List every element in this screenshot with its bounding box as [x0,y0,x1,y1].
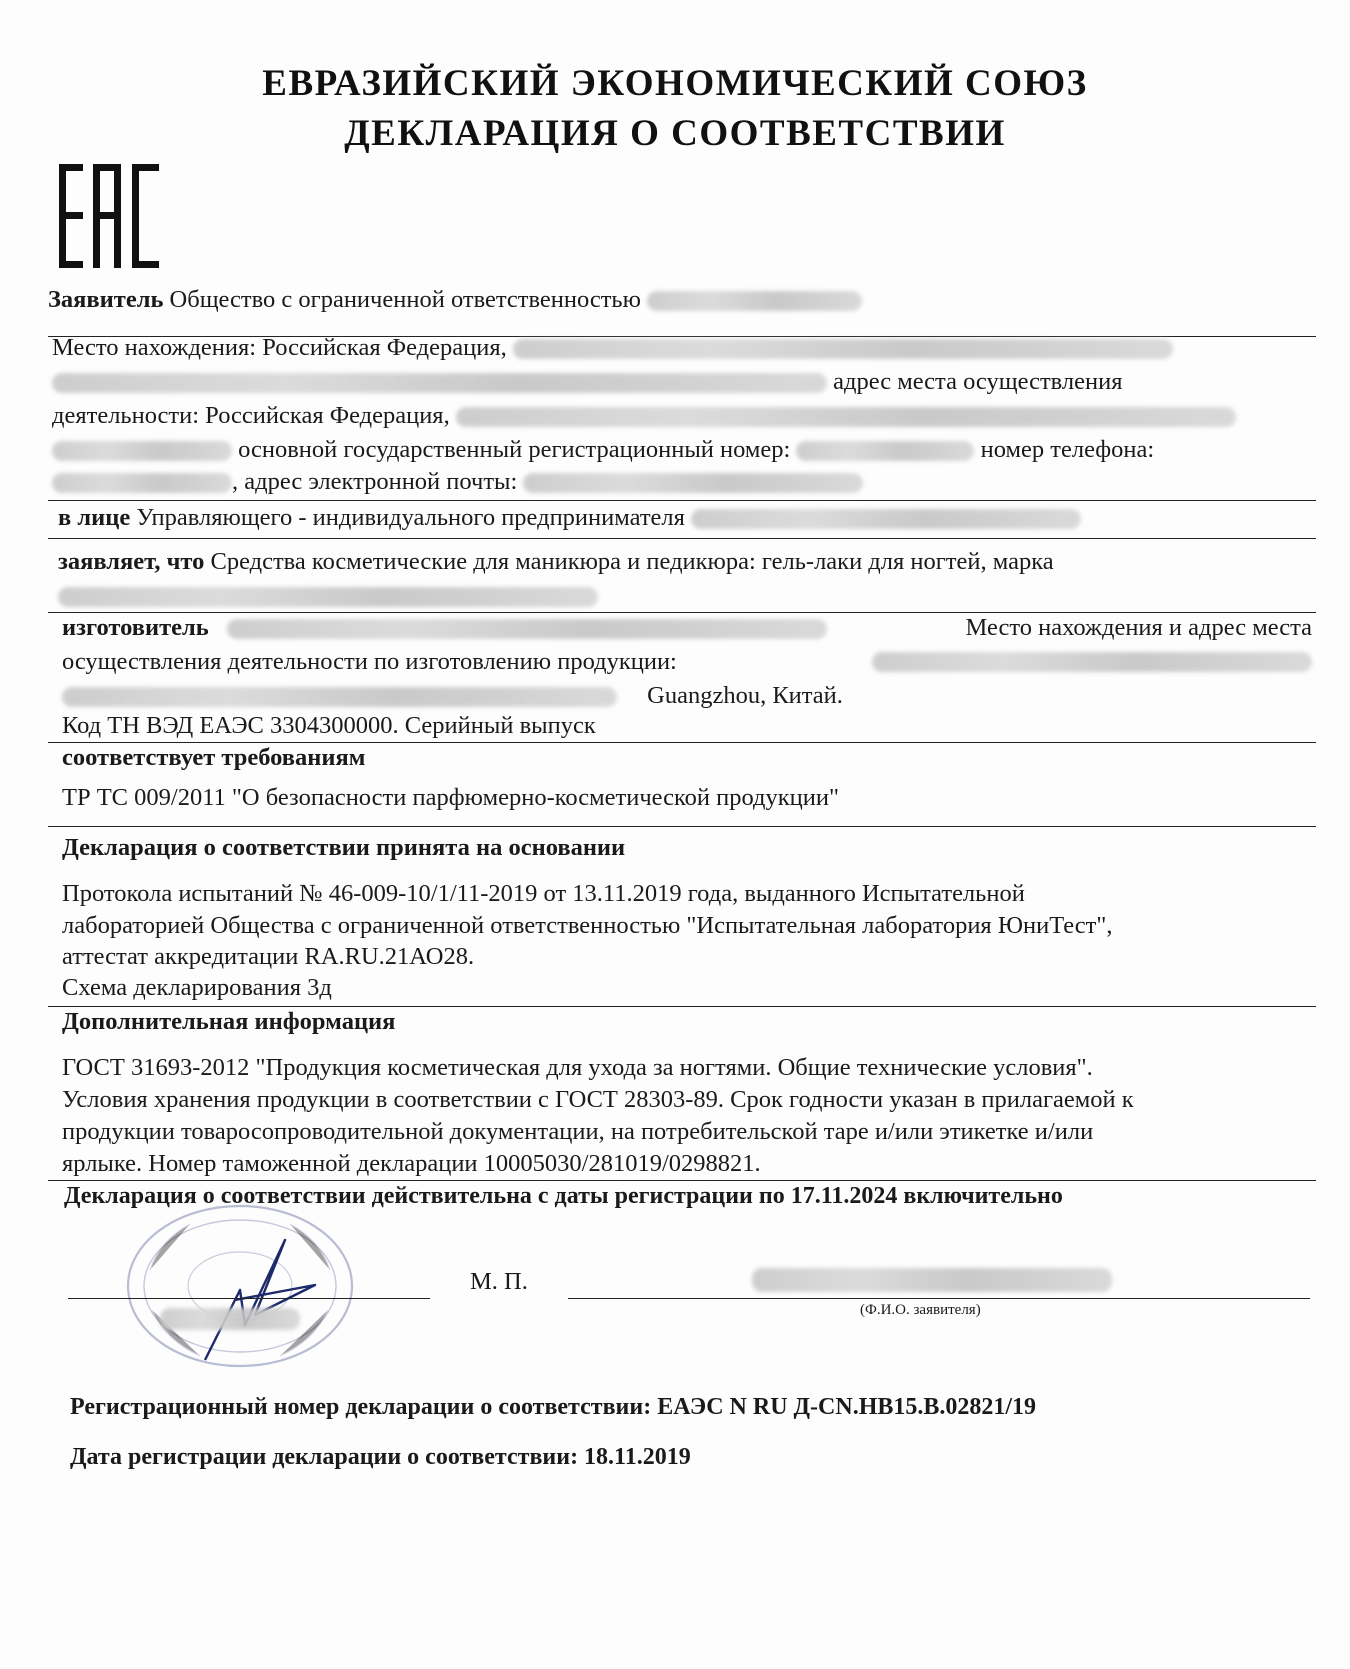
signature [195,1230,335,1370]
location-line-4 [52,434,1154,466]
compliance-text: ТР ТС 009/2011 "О безопасности парфюмерно-косметической продукции" [62,784,840,811]
signature-line [68,1298,430,1299]
registration-date: Дата регистрации декларации о соответствии: 18.11.2019 [70,1444,691,1470]
additional-line-4: ярлыке. Номер таможенной декларации 10005030/281019/0298821. [62,1150,761,1177]
redacted-ogrn [796,441,974,461]
additional-label: Дополнительная информация [62,1008,396,1035]
additional-line-1: ГОСТ 31693-2012 "Продукция косметическая для ухода за ногтями. Общие технические условия". [62,1054,1093,1081]
manufacturer-line-3 [62,680,843,712]
manufacturer-city: Guangzhou, Китай. [647,682,843,709]
name-line [568,1298,1310,1299]
ogrn-label: основной государственный регистрационный номер: [238,436,791,463]
divider [48,826,1316,827]
redacted-email [523,473,863,493]
mp-label: М. П. [470,1268,528,1295]
email-label: , адрес электронной почты: [232,468,518,495]
activity-location-text: деятельности: Российская Федерация, [52,402,450,429]
divider [48,500,1316,501]
applicant-label: Заявитель [48,286,164,313]
represented-label: в лице [58,504,131,531]
represented-text: Управляющего - индивидуального предпринимателя [136,504,685,531]
declares-line [58,546,1054,578]
represented-line [58,502,1081,534]
manufacturer-activity-text: осуществления деятельности по изготовлению продукции: [62,648,677,675]
hs-code-line: Код ТН ВЭД ЕАЭС 3304300000. Серийный выпуск [62,712,596,739]
divider [48,538,1316,539]
basis-label: Декларация о соответствии принята на основании [62,834,626,861]
redacted-brand [58,587,598,607]
validity-line: Декларация о соответствии действительна с даты регистрации по 17.11.2024 включительно [64,1183,1063,1209]
brand-line [58,580,598,612]
redacted-company-name [647,291,862,311]
redacted-address [52,373,827,393]
additional-line-2: Условия хранения продукции в соответствии с ГОСТ 28303-89. Срок годности указан в прилагаемой к [62,1086,1134,1113]
location-line-2 [52,366,1123,398]
redacted-manufacturer-address [872,652,1312,672]
location-line-3 [52,400,1236,432]
product-description: Средства косметические для маникюра и педикюра: гель-лаки для ногтей, марка [210,548,1054,575]
phone-label: номер телефона: [980,436,1155,463]
union-title: ЕВРАЗИЙСКИЙ ЭКОНОМИЧЕСКИЙ СОЮЗ [262,63,1088,104]
manufacturer-line-2 [62,646,1312,678]
redacted-manufacturer [227,619,827,639]
basis-line-1: Протокола испытаний № 46-009-10/1/11-2019 от 13.11.2019 года, выданного Испытательной [62,880,1025,907]
redacted-address [52,441,232,461]
registration-number: Регистрационный номер декларации о соответствии: ЕАЭС N RU Д-CN.НВ15.В.02821/19 [70,1394,1037,1420]
eac-logo [55,160,167,272]
basis-line-2: лабораторией Общества с ограниченной ответственностью "Испытательная лаборатория ЮниТест", [62,912,1113,939]
location-text: Место нахождения: Российская Федерация, [52,334,507,361]
redacted-address [513,339,1173,359]
redacted-signature-detail [160,1308,300,1330]
location-line-5 [52,466,863,498]
location-line-1 [52,332,1173,364]
manufacturer-location-text: Место нахождения и адрес места [965,614,1312,641]
manufacturer-label: изготовитель [62,614,209,641]
redacted-address [456,407,1236,427]
declares-label: заявляет, что [58,548,205,575]
redacted-manufacturer-address [62,687,617,707]
basis-line-4: Схема декларирования 3д [62,974,332,1001]
activity-address-label: адрес места осуществления [833,368,1123,395]
compliance-label: соответствует требованиям [62,744,366,771]
redacted-applicant-name [752,1268,1112,1292]
document-title: ДЕКЛАРАЦИЯ О СООТВЕТСТВИИ [344,113,1006,154]
applicant-line [48,284,862,316]
applicant-text: Общество с ограниченной ответственностью [169,286,641,313]
additional-line-3: продукции товаросопроводительной документации, на потребительской таре и/или этикетке и/или [62,1118,1094,1145]
redacted-person-name [691,509,1081,529]
fio-caption: (Ф.И.О. заявителя) [860,1302,981,1318]
basis-line-3: аттестат аккредитации RA.RU.21АО28. [62,943,475,970]
redacted-phone [52,473,232,493]
manufacturer-line-1 [62,612,1312,644]
